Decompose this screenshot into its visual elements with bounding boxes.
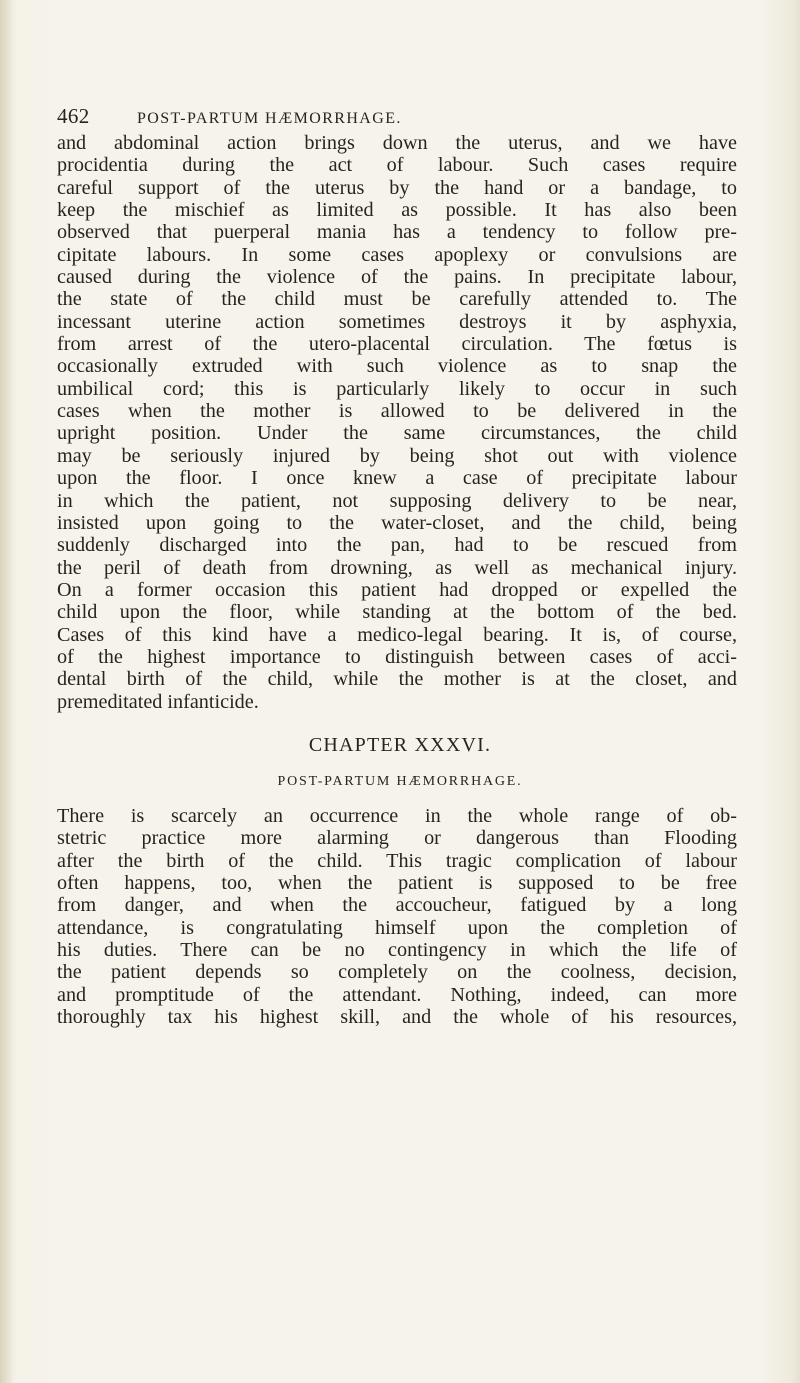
paragraph-closing-previous-chapter [57,132,737,713]
text-line: of the highest importance to distinguish between cases of acci- [57,645,737,668]
text-line: may be seriously injured by being shot out with violence [57,444,737,467]
text-line: stetric practice more alarming or dangerous than Flooding [57,827,737,850]
text-line: caused during the violence of the pains. In precipitate labour, [57,266,737,289]
text-line: and promptitude of the attendant. Nothing, indeed, can more [57,983,737,1006]
running-title: POST-PARTUM HÆMORRHAGE. [137,110,402,127]
text-line: upon the floor. I once knew a case of precipitate labour [57,467,737,490]
text-line: cases when the mother is allowed to be delivered in the [57,400,737,423]
text-line: suddenly discharged into the pan, had to be rescued from [57,534,737,557]
chapter-subtitle: POST-PARTUM HÆMORRHAGE. [277,774,523,789]
text-line: his duties. There can be no contingency in which the life of [57,939,737,962]
text-line: keep the mischief as limited as possible. It has also been [57,199,737,222]
text-line: umbilical cord; this is particularly likely to occur in such [57,377,737,400]
text-line: child upon the floor, while standing at the bottom of the bed. [57,601,737,624]
text-line: and abdominal action brings down the uterus, and we have [57,132,737,154]
text-line: insisted upon going to the water-closet, and the child, being [57,511,737,534]
text-line: the patient depends so completely on the coolness, decision, [57,961,737,984]
text-line: premeditated infanticide. [57,690,259,713]
text-line: the state of the child must be carefully attended to. The [57,288,737,311]
page-gutter-shadow [0,0,14,1383]
text-line: Cases of this kind have a medico-legal bearing. It is, of course, [57,623,737,646]
page-number: 462 [57,104,90,128]
text-line: in which the patient, not supposing delivery to be near, [57,489,737,512]
text-line: procidentia during the act of labour. Such cases require [57,154,737,177]
text-line: after the birth of the child. This tragic complication of labour [57,849,737,872]
text-line: the peril of death from drowning, as well as mechanical injury. [57,556,737,579]
text-line: careful support of the uterus by the hand or a bandage, to [57,176,737,199]
text-line: often happens, too, when the patient is supposed to be free [57,872,737,895]
text-line: cipitate labours. In some cases apoplexy or convulsions are [57,243,737,266]
text-line: There is scarcely an occurrence in the whole range of ob- [57,805,737,827]
text-line: occasionally extruded with such violence as to snap the [57,355,737,378]
text-line: dental birth of the child, while the mother is at the closet, and [57,668,737,691]
text-line: upright position. Under the same circumstances, the child [57,422,737,445]
chapter-title: CHAPTER XXXVI. [308,734,492,756]
text-line: observed that puerperal mania has a tendency to follow pre- [57,221,737,244]
text-line: attendance, is congratulating himself upon the completion of [57,916,737,939]
text-line: from arrest of the utero-placental circulation. The fœtus is [57,333,737,356]
running-head [57,104,617,134]
paragraph-chapter-opening [57,805,737,1028]
text-line: from danger, and when the accoucheur, fatigued by a long [57,894,737,917]
text-line: On a former occasion this patient had dropped or expelled the [57,578,737,601]
text-line: incessant uterine action sometimes destroys it by asphyxia, [57,310,737,333]
text-line: thoroughly tax his highest skill, and the whole of his resources, [57,1006,737,1029]
